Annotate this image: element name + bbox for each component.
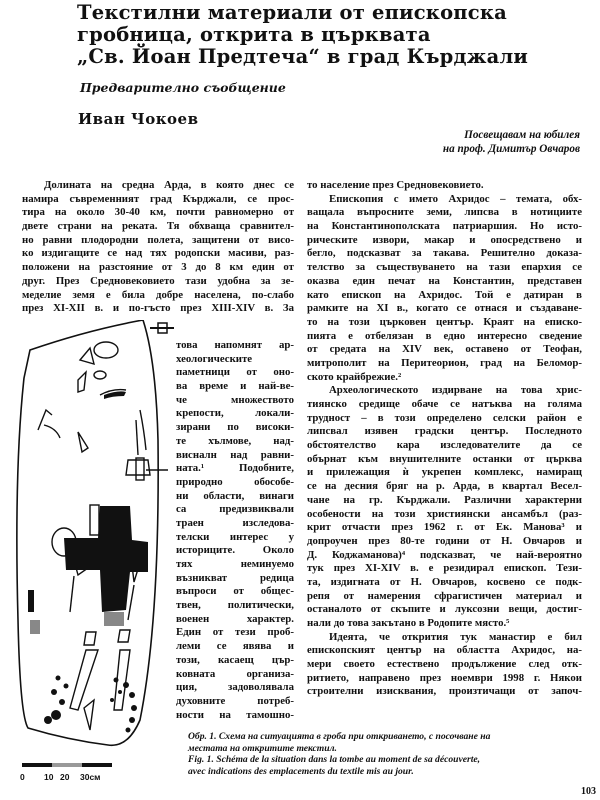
text-line: намира съвременният град Кърджали, се прос- — [22, 192, 294, 205]
text-line: военен характер. — [176, 612, 294, 625]
text-line: ритието, направено през ноември 1998 г. Някои — [307, 671, 582, 684]
caption-line: Fig. 1. Schéma de la situation dans la tombe au moment de sa découverte, — [188, 754, 481, 766]
text-line: меделие земя е била добре населена, по-слабо — [22, 288, 294, 301]
text-line: тира на около 30-40 км, почти равномерно от — [22, 206, 294, 219]
text-line: телство за съществуването на тази епархия се — [307, 261, 582, 274]
article-title — [77, 2, 577, 68]
dedication-line: на проф. Димитър Овчаров — [442, 143, 580, 155]
text-line: тук през XI-XIV в. е резидирал епископ. Тези- — [307, 562, 582, 575]
text-line: че множеството — [176, 393, 294, 406]
text-line: крит отчасти през 1962 г. от Ек. Манова³ и — [307, 521, 582, 534]
text-line: рическите извори, макар и опосредствено и — [307, 233, 582, 246]
author-name: Иван Чокоев — [78, 110, 199, 128]
text-line: Идеята, че открития тук манастир е бил — [329, 630, 582, 643]
text-line: но равни плодородни полета, защитени от висо- — [22, 233, 294, 246]
direction-arrow-icon — [150, 323, 174, 333]
text-line: мери своето естествено продължение след отк- — [307, 658, 582, 671]
text-line: бегло, подсказват за такава. Решително доказа- — [307, 247, 582, 260]
text-line: ната.¹ Подобните, — [176, 462, 294, 475]
caption-line: Обр. 1. Схема на ситуацията в гроба при откриването, с посочване на — [188, 731, 491, 742]
text-line: Епископия с името Ахридос – темата, обх- — [329, 192, 582, 205]
text-line: висналн над равни- — [176, 448, 294, 461]
text-line: оказва един печат на Константин, представен — [307, 274, 582, 287]
text-line: друг. През Средновековието тази удобна за зе- — [22, 274, 294, 287]
text-line: паметници от оно- — [176, 366, 294, 379]
text-line: телски интерес у — [176, 530, 294, 543]
text-line: през XI-XII в. и по-гъсто през XIII-XIV в. За — [22, 302, 294, 315]
text-line: то население през Средновековието. — [307, 179, 484, 191]
title-line: гробница, открита в църквата — [77, 23, 431, 46]
text-line: твен, политически, — [176, 599, 294, 612]
text-line: историците. Около — [176, 544, 294, 557]
dedication-line: Посвещавам на юбилея — [464, 129, 580, 141]
scale-tick: 30см — [80, 772, 101, 782]
text-line: леми се явява и — [176, 640, 294, 653]
text-line: обърнат към внушителните останки от църква — [307, 452, 582, 465]
text-line: се на десния бряг на р. Арда, в квартал Весел- — [307, 480, 582, 493]
text-line: Долината на средна Арда, в която днес се — [44, 179, 294, 191]
text-line: тиянско средище обаче се натъква на голяма — [307, 398, 582, 410]
caption-line: местата на откритите текстил. — [188, 742, 337, 754]
text-line: двете страни на реката. Тя обхваща сравнител- — [22, 220, 294, 233]
title-line: Текстилни материали от епископска — [77, 1, 507, 24]
text-line: та, издигната от Н. Овчаров, косвено се подк- — [307, 575, 582, 588]
article-subtitle: Предварително съобщение — [80, 80, 286, 95]
text-line: Археологическото издирване на това хрис- — [329, 384, 582, 397]
text-line: Д. Коджаманова)⁴ подсказват, че най-вероятно — [307, 548, 582, 561]
text-line: липсвал изявен градски център. Последното — [307, 425, 582, 438]
text-line: епископският център на областта Ахридос, на- — [307, 644, 582, 657]
text-line: особености на този християнски ансамбъл (раз- — [307, 507, 582, 520]
text-line: това напомнят ар- — [176, 339, 294, 351]
text-line: ности на тамошно- — [176, 708, 294, 721]
text-line: духовните потреб- — [176, 694, 294, 707]
text-line: положени на разстояние от 3 до 8 км един от — [22, 261, 294, 274]
text-line: са предизвиквали — [176, 503, 294, 516]
text-line: хеологическите — [176, 352, 253, 365]
text-line: и прилежащия ѝ укрепен комплекс, намиращ — [307, 466, 582, 479]
text-line: въпроси от общес- — [176, 585, 294, 598]
text-line: от средата на XIV век, оставено от Теофан, — [307, 343, 582, 356]
text-line: възникват редица — [176, 571, 294, 584]
text-line: на Константинополската патриаршия. Но исто- — [307, 220, 582, 233]
scale-bar — [20, 760, 120, 790]
scale-tick: 0 — [20, 772, 25, 782]
text-line: траен изследова- — [176, 516, 294, 529]
text-line: обстоятелство кара изследователите да се — [307, 439, 582, 452]
text-line: Един от тези проб- — [176, 626, 294, 639]
scale-tick: 10 — [44, 772, 54, 782]
text-line: ни области, винаги — [176, 489, 294, 502]
dedication — [443, 128, 580, 156]
text-line: този, касаещ цър- — [176, 653, 294, 666]
text-line: нали до това закътано в Родопите място.⁵ — [307, 617, 510, 629]
text-line: допроучен през 80-те години от Н. Овчаров и — [307, 534, 582, 547]
text-line: чане на гр. Кърджали. Различни характерни — [307, 493, 582, 506]
text-line: природно обособе- — [176, 475, 294, 488]
grave-plan-figure — [8, 320, 176, 760]
text-line: митрополит на Перитеорион, град на Беломор- — [307, 356, 582, 369]
figure-caption — [188, 731, 588, 777]
text-line: то на този църковен център. Краят на еписко- — [307, 315, 582, 328]
left-column-narrow — [176, 339, 294, 722]
caption-line: avec indications des emplacements du textile mis au jour. — [188, 765, 414, 777]
text-line: като епископ на Ахридос. Той е датиран в — [307, 288, 582, 301]
text-line: репя от намерения сфрагистичен материал и — [307, 589, 582, 602]
text-line: ващала въпросните земи, липсва в нотициите — [307, 206, 582, 219]
scale-bar-graphic — [20, 761, 120, 775]
title-line: „Св. Йоан Предтеча“ в град Кърджали — [77, 45, 529, 68]
scale-tick: 20 — [60, 772, 70, 782]
text-line: останалото от скъпите и луксозни вещи, достиг- — [307, 603, 582, 616]
text-line: ция, задоволявала — [176, 681, 294, 694]
text-line: крепости, локали- — [176, 407, 294, 420]
text-line: трудност – в този определено селски район е — [307, 411, 582, 424]
page-number: 103 — [581, 786, 596, 797]
text-line: зирани по високи- — [176, 421, 294, 434]
text-line: строителни изисквания, произтичащи от започ- — [307, 685, 582, 698]
text-line: ското крайбрежие.² — [307, 370, 402, 383]
text-line: те хълмове, над- — [176, 434, 294, 447]
right-column — [307, 179, 582, 699]
left-column-top — [22, 179, 294, 316]
text-line: тях неминуемо — [176, 558, 294, 570]
text-line: рамките на XI в., когато се отнася и създаване- — [307, 302, 582, 315]
text-line: ко издигащите се над тях родопски масиви, раз- — [22, 247, 294, 260]
text-line: пията е отбелязан в едно интересно сведение — [307, 329, 582, 342]
text-line: ва време и най-ве- — [176, 380, 294, 393]
text-line: ковната организа- — [176, 667, 294, 680]
